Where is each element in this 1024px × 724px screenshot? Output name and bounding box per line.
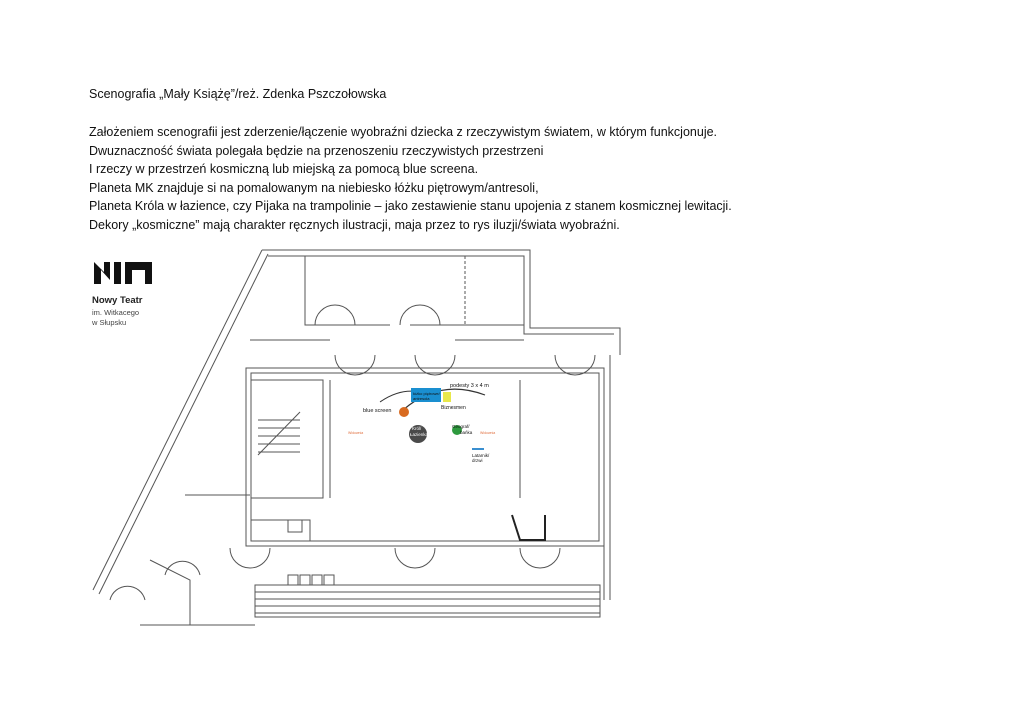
krol-label-line1: Król/ <box>412 426 422 431</box>
seat <box>288 575 298 585</box>
stage-edge <box>512 515 545 540</box>
widownia-right-label: Widownia <box>480 431 496 435</box>
widownia-left-label: Widownia <box>348 431 364 435</box>
stairs-diagonal <box>258 412 300 455</box>
geograf-label-line2: bańka <box>460 430 473 435</box>
podesty-label: podesty 3 x 4 m <box>450 383 489 389</box>
top-wall <box>262 250 620 355</box>
krol-label-line2: Łazienka <box>410 432 429 437</box>
outer-wall-diagonal <box>93 250 262 590</box>
door-arc <box>400 305 440 325</box>
blue-screen-label: blue screen <box>363 408 392 414</box>
seat <box>312 575 322 585</box>
outer-wall-diagonal <box>99 254 268 594</box>
orange-marker <box>399 407 409 417</box>
seating-rows <box>255 592 600 613</box>
description-line: I rzeczy w przestrzeń kosmiczną lub miejską za pomocą blue screena. <box>89 162 479 177</box>
geograf-label-line1: Geograf/ <box>452 424 470 429</box>
latarnik-label-line2: drzwi <box>472 458 483 463</box>
biznesmen-label: Biznesmen <box>441 405 466 411</box>
description-line: Dwuznaczność świata polegała będzie na przenoszeniu rzeczywistych przestrzeni <box>89 143 544 158</box>
stairs <box>258 420 300 452</box>
lozko-label: łóżko piętrowe/ <box>413 391 440 396</box>
door-arc <box>520 548 560 568</box>
door-arc <box>315 305 355 325</box>
seating-block <box>255 585 600 617</box>
logo-subtitle-line: w Słupsku <box>92 318 127 327</box>
lozko-label-2: antresola <box>413 396 430 401</box>
biznesmen-marker <box>443 392 451 402</box>
latarnik-label-line1: Latarnik/ <box>472 453 490 458</box>
door-arc <box>555 355 595 375</box>
description-line: Planeta Króla w łazience, czy Pijaka na trampolinie – jako zestawienie stanu upojenia z stanem kosmicznej lewitacji. <box>89 199 732 214</box>
logo-subtitle-line: im. Witkacego <box>92 308 140 317</box>
description-line: Założeniem scenografii jest zderzenie/łączenie wyobraźni dziecka z rzeczywistym światem, w którym funkcjonuje. <box>89 125 718 139</box>
top-wall <box>268 256 614 334</box>
door-arc <box>335 355 375 375</box>
door-arc <box>415 355 455 375</box>
stairs-room <box>251 380 323 498</box>
seat <box>300 575 310 585</box>
door-arc <box>230 548 270 568</box>
lower-room <box>251 520 310 541</box>
description-line: Planeta MK znajduje si na pomalowanym na niebiesko łóżku piętrowym/antresoli, <box>89 180 539 195</box>
description-line: Dekory „kosmiczne” mają charakter ręcznych ilustracji, maja przez to rys iluzji/świata wyobraźni. <box>89 217 620 232</box>
seat <box>324 575 334 585</box>
lower-left-room <box>150 560 190 625</box>
logo-name: Nowy Teatr <box>92 295 143 306</box>
document-title: Scenografia „Mały Książę”/reż. Zdenka Pszczołowska <box>89 87 387 101</box>
door-arc <box>110 586 145 600</box>
door-arc <box>165 561 200 575</box>
door-arc <box>395 548 435 568</box>
sink <box>288 520 302 532</box>
